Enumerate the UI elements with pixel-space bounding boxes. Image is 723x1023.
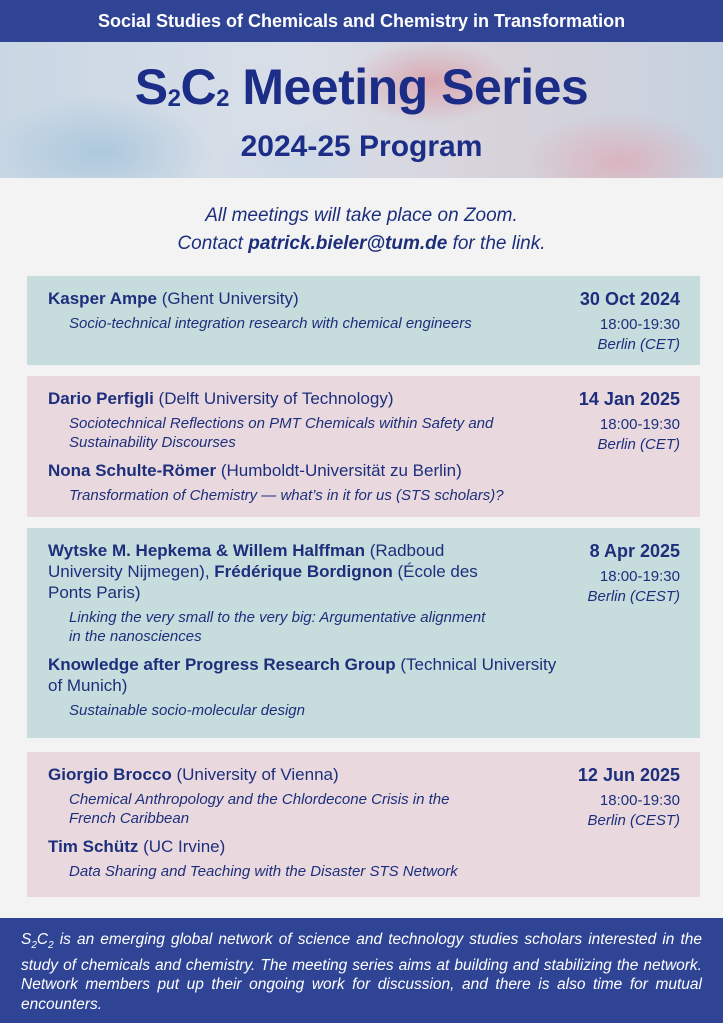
speaker-line: Giorgio Brocco (University of Vienna) <box>48 765 339 784</box>
page-title: $S_2C_2$ Meeting Series <box>134 59 589 115</box>
zoom-notice: All meetings will take place on Zoom. Contact patrick.bieler@tum.de for the link. <box>177 205 546 254</box>
session-hours: 18:00-19:30 <box>599 316 680 333</box>
session-time <box>587 540 680 607</box>
talk-title: Sustainable socio-molecular design <box>69 702 305 719</box>
session-hours: 18:00-19:30 <box>599 568 680 585</box>
session-time <box>578 764 680 831</box>
session-hours: 18:00-19:30 <box>599 792 680 809</box>
talk-title: Data Sharing and Teaching with the Disaster STS Network <box>69 863 458 880</box>
speaker-line: Tim Schütz (UC Irvine) <box>48 837 226 856</box>
session-time <box>579 388 680 455</box>
speaker-line: Dario Perfigli (Delft University of Technology) <box>48 389 394 408</box>
session-timezone: Berlin (CET) <box>597 336 680 353</box>
talk-title: Transformation of Chemistry — what’s in it for us (STS scholars)? <box>69 487 504 504</box>
session-card-4 <box>27 752 700 897</box>
talk-entry <box>48 836 680 881</box>
session-card-2 <box>27 376 700 517</box>
session-card-1 <box>27 276 700 365</box>
talk-entry <box>48 654 680 720</box>
session-date: 12 Jun 2025 <box>577 765 680 785</box>
session-timezone: Berlin (CEST) <box>587 588 680 605</box>
contact-email[interactable]: patrick.bieler@tum.de <box>248 233 448 254</box>
session-card-3 <box>27 528 700 738</box>
page-subtitle: 2024-25 Program <box>240 130 483 163</box>
talk-title: Chemical Anthropology and the Chlordecone Crisis in the French Caribbean <box>69 791 450 827</box>
speaker-line: Kasper Ampe (Ghent University) <box>48 289 299 308</box>
session-timezone: Berlin (CET) <box>597 436 680 453</box>
session-date: 8 Apr 2025 <box>589 541 680 561</box>
talk-entry <box>48 540 680 646</box>
speaker-line: Wytske M. Hepkema & Willem Halffman (Radboud University Nijmegen), Frédérique Bordignon (École des Ponts Paris) <box>48 541 478 602</box>
talk-title: Linking the very small to the very big: Argumentative alignment in the nanosciences <box>69 609 486 645</box>
session-date: 14 Jan 2025 <box>578 389 680 409</box>
top-banner: Social Studies of Chemicals and Chemistry in Transformation <box>0 0 723 42</box>
session-hours: 18:00-19:30 <box>599 416 680 433</box>
speaker-line: Knowledge after Progress Research Group (Technical University of Munich) <box>48 655 557 695</box>
session-timezone: Berlin (CEST) <box>587 812 680 829</box>
session-date: 30 Oct 2024 <box>579 289 680 309</box>
hero-banner <box>0 42 723 178</box>
talk-title: Sociotechnical Reflections on PMT Chemicals within Safety and Sustainability Discourses <box>69 415 494 451</box>
talk-title: Socio-technical integration research with chemical engineers <box>69 315 472 332</box>
session-time <box>580 288 680 355</box>
talk-entry <box>48 460 680 505</box>
network-description: $S_2C_2$ is an emerging global network of science and technology studies scholars interested in the study of chemicals and chemistry. The meeting series aims at building and stabilizing the network. Network members put up their ongoing work for discussion, and there is also time for mutual encounters. <box>0 918 723 1023</box>
speaker-line: Nona Schulte-Römer (Humboldt-Universität zu Berlin) <box>48 461 462 480</box>
